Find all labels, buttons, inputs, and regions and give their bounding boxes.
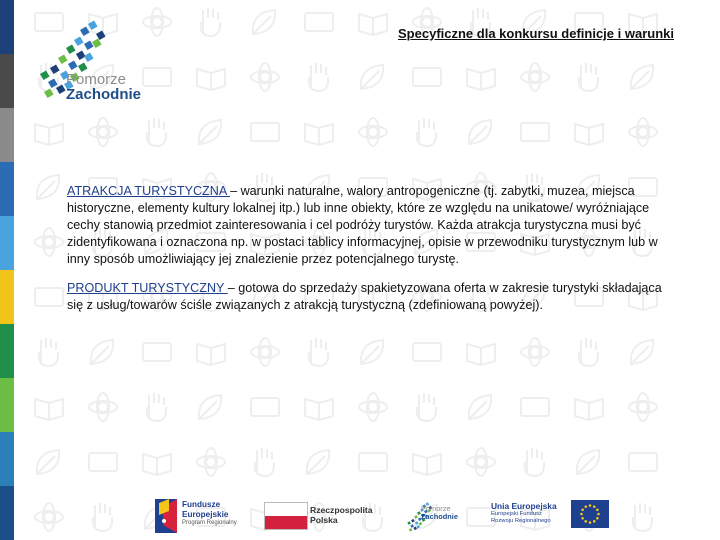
stripe-segment — [0, 162, 14, 216]
pattern-icon — [35, 288, 63, 306]
pomorze-zachodnie-small-text — [421, 505, 458, 522]
pattern-icon — [35, 124, 63, 145]
pattern-icon — [251, 398, 279, 416]
definition-produkt — [67, 280, 679, 314]
eu-star — [580, 513, 583, 516]
eu-star — [589, 504, 592, 507]
pattern-icon — [467, 448, 495, 476]
logo-tile — [66, 45, 76, 55]
pl-line-2: Polska — [310, 514, 338, 525]
definition-term: PRODUKT TURYSTYCZNY — [67, 281, 228, 295]
logo-tile — [414, 515, 418, 519]
logo-line-2: Zachodnie — [66, 86, 142, 103]
pattern-icon — [579, 338, 598, 366]
pattern-icon — [469, 120, 491, 144]
pattern-icon — [251, 338, 279, 366]
definition-term: ATRAKCJA TURYSTYCZNA — [67, 184, 231, 198]
pattern-icon — [89, 453, 117, 471]
logo-tile — [411, 519, 415, 523]
pattern-icon — [197, 344, 225, 365]
logo-tile — [76, 51, 86, 61]
definition-text: – gotowa do sprzedaży spakietyzowana oferta w zakresie turystyki składająca się z usług/towarów ściśle związanych z atrakcją turystyczną (zdefiniowaną powyżej). — [67, 281, 662, 312]
definitions-body — [67, 183, 679, 326]
stripe-segment — [0, 216, 14, 270]
logo-tile — [409, 528, 413, 532]
color-stripe — [0, 0, 14, 540]
pl-line-1: Rzeczpospolita — [310, 505, 373, 515]
eu-flag-icon — [571, 500, 609, 528]
pattern-icon — [359, 14, 387, 35]
logo-tile — [84, 53, 94, 63]
pattern-icon — [575, 399, 603, 420]
logo-tile — [416, 525, 420, 529]
pz-line-2: Zachodnie — [421, 512, 458, 522]
pz-line-1: Pomorze — [421, 504, 451, 513]
stripe-segment — [0, 0, 14, 54]
pattern-icon — [467, 344, 495, 365]
stripe-segment — [0, 54, 14, 108]
definition-text: – warunki naturalne, walory antropogeniczne (tj. zabytki, muzea, miejsca historyczne, elementy kultury lokalnej itp.) lub inne obiekty, które ze względu na unikatowe/ wyróżniające cechy stanowią przedmiot zainteresowania i cel podróży turystów. Każda atrakcja turystyczna musi być zidentyfikowana i oznaczona np. w postaci tablicy informacyjnej, opisie w przewodniku turystycznym lub w inny sposób umożliwiający jej znalezienie przez potencjalnego turystę. — [67, 184, 658, 266]
logo-tile — [48, 79, 58, 89]
eu-star — [581, 508, 584, 511]
pattern-icon — [579, 63, 598, 91]
eu-star — [596, 517, 599, 520]
pattern-icon — [521, 123, 549, 141]
logo-line-1: Pomorze — [66, 71, 127, 88]
pattern-icon — [629, 393, 657, 421]
eu-star — [597, 513, 600, 516]
pattern-icon — [361, 65, 383, 89]
pattern-icon — [305, 124, 333, 145]
rzeczpospolita-text — [310, 506, 373, 525]
pattern-icon — [629, 118, 657, 146]
pattern-icon — [577, 450, 599, 474]
pattern-icon — [469, 395, 491, 419]
logo-tile — [50, 65, 60, 75]
logo-tile — [40, 71, 50, 81]
stripe-segment — [0, 108, 14, 162]
pattern-icon — [413, 68, 441, 86]
pattern-icon — [255, 448, 274, 476]
pattern-icon — [37, 450, 59, 474]
pattern-icon — [417, 393, 436, 421]
logo-tile — [419, 522, 423, 526]
eu-star — [581, 517, 584, 520]
eu-star — [589, 521, 592, 524]
pattern-icon — [575, 124, 603, 145]
pattern-icon — [361, 340, 383, 364]
pattern-icon — [35, 228, 63, 256]
stripe-segment — [0, 324, 14, 378]
pattern-icon — [197, 69, 225, 90]
page-title: Specyficzne dla konkursu definicje i warunki — [398, 26, 674, 41]
fe-line-1: Fundusze — [182, 500, 221, 509]
logo-tile — [44, 89, 54, 99]
pattern-icon — [305, 13, 333, 31]
pattern-icon — [309, 338, 328, 366]
fe-line-2: Europejskie — [182, 509, 229, 519]
pattern-icon — [521, 63, 549, 91]
pattern-icon — [199, 120, 221, 144]
fundusze-europejskie-text — [182, 500, 237, 529]
pattern-icon — [199, 395, 221, 419]
pattern-icon — [309, 63, 328, 91]
pattern-icon — [631, 340, 653, 364]
logo-tile — [80, 27, 90, 37]
pattern-icon — [147, 393, 166, 421]
ue-line-1: Unia Europejska — [491, 501, 557, 511]
pattern-icon — [525, 448, 544, 476]
logo-tile — [407, 521, 411, 525]
pattern-icon — [359, 393, 387, 421]
eu-star — [596, 508, 599, 511]
poland-flag-icon — [264, 502, 308, 530]
pattern-icon — [359, 118, 387, 146]
logo-tile — [74, 37, 84, 47]
definition-atrakcja — [67, 183, 679, 268]
logo-tile — [96, 31, 106, 41]
pattern-icon — [143, 454, 171, 475]
pattern-icon — [413, 454, 441, 475]
fe-line-3: Program Regionalny — [182, 520, 237, 526]
logo-wordmark — [66, 72, 141, 102]
ue-line-3: Rozwoju Regionalnego — [491, 517, 551, 524]
ue-line-2: Europejski Fundusz — [491, 510, 542, 517]
stripe-segment — [0, 432, 14, 486]
stripe-segment — [0, 270, 14, 324]
pattern-icon — [305, 399, 333, 420]
eu-star — [593, 520, 596, 523]
pattern-icon — [143, 343, 171, 361]
logo-tile — [415, 521, 419, 525]
pattern-icon — [521, 338, 549, 366]
pattern-icon — [253, 10, 275, 34]
eu-star — [584, 520, 587, 523]
pattern-icon — [631, 65, 653, 89]
pattern-icon — [521, 398, 549, 416]
pattern-icon — [201, 8, 220, 36]
logo-tile — [68, 61, 78, 71]
pattern-icon — [39, 338, 58, 366]
logo-tile — [56, 85, 66, 95]
pattern-icon — [91, 340, 113, 364]
pattern-icon — [629, 453, 657, 471]
pattern-icon — [417, 118, 436, 146]
logo-tile — [58, 55, 68, 65]
pattern-icon — [37, 175, 59, 199]
pattern-icon — [251, 63, 279, 91]
eu-star — [584, 505, 587, 508]
pattern-icon — [197, 448, 225, 476]
logo-tile — [88, 21, 98, 31]
pattern-icon — [89, 393, 117, 421]
logo-tile — [410, 524, 414, 528]
pattern-icon — [307, 450, 329, 474]
pattern-icon — [467, 69, 495, 90]
logo-tile — [413, 527, 417, 531]
pattern-icon — [251, 123, 279, 141]
pattern-icon — [35, 399, 63, 420]
pattern-icon — [147, 118, 166, 146]
pattern-icon — [359, 453, 387, 471]
unia-europejska-text — [491, 502, 557, 525]
stripe-segment — [0, 378, 14, 432]
eu-star — [593, 505, 596, 508]
pattern-icon — [413, 343, 441, 361]
pattern-icon — [89, 118, 117, 146]
